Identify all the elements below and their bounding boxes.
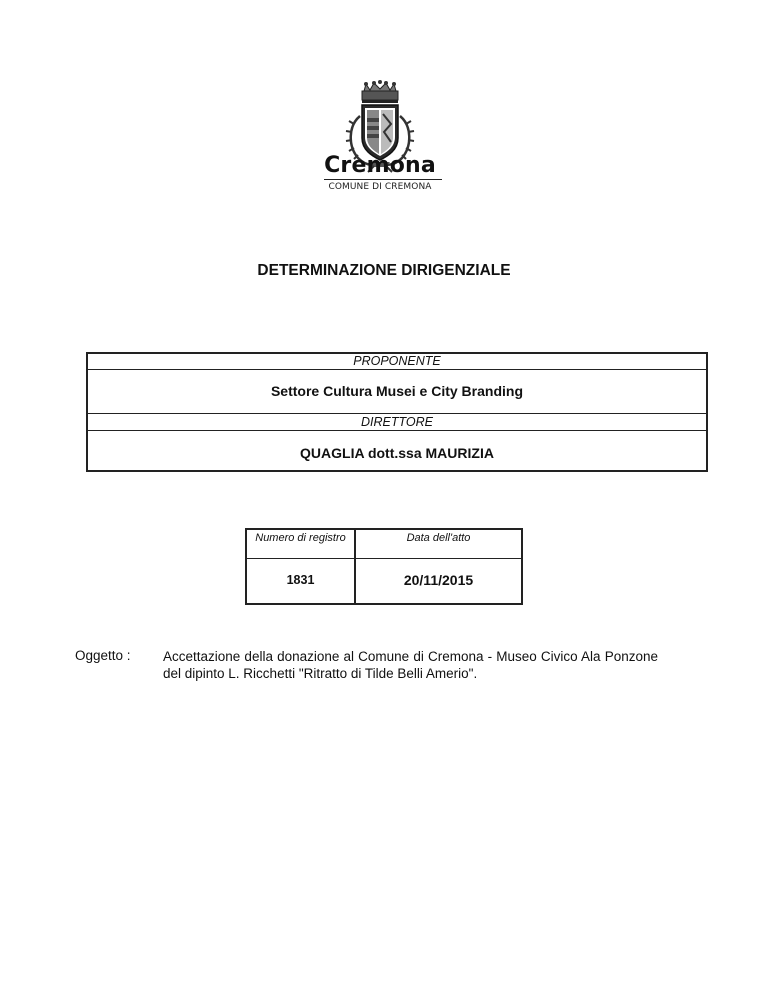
- proponente-value: Settore Cultura Musei e City Branding: [270, 383, 524, 399]
- table-divider: [247, 558, 521, 559]
- city-name-wordmark: Cremona: [324, 153, 436, 178]
- proponente-label: PROPONENTE: [353, 354, 441, 368]
- document-title: DETERMINAZIONE DIRIGENZIALE: [257, 262, 511, 279]
- data-atto-value: 20/11/2015: [403, 572, 474, 588]
- oggetto-text: Accettazione della donazione al Comune di Cremona - Museo Civico Ala Ponzone del dipinto L. Ricchetti "Ritratto di Tilde Belli Amerio".: [163, 649, 658, 681]
- numero-registro-label: Numero di registro: [255, 532, 346, 544]
- direttore-label: DIRETTORE: [361, 415, 433, 429]
- divider: [88, 369, 706, 370]
- municipality-subtitle: COMUNE DI CREMONA: [328, 182, 432, 192]
- divider: [88, 413, 706, 414]
- registro-table: [245, 528, 523, 605]
- oggetto-label: Oggetto :: [75, 648, 131, 663]
- proponente-box: [86, 352, 708, 472]
- logo-divider: [324, 179, 442, 180]
- direttore-value: QUAGLIA dott.ssa MAURIZIA: [300, 445, 494, 461]
- numero-registro-value: 1831: [286, 573, 315, 587]
- data-atto-label: Data dell'atto: [406, 532, 471, 544]
- divider: [88, 430, 706, 431]
